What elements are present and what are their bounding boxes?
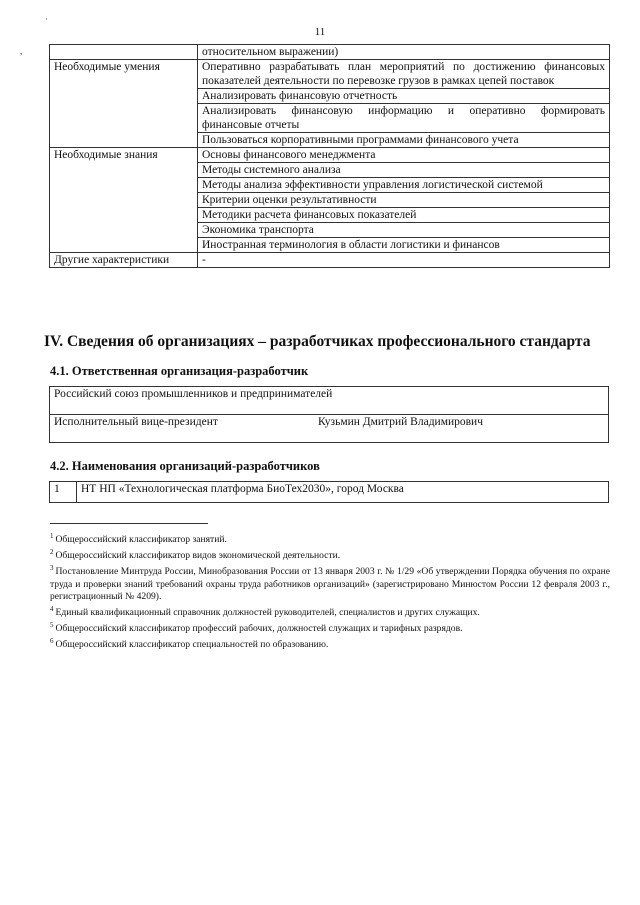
signatory-name: Кузьмин Дмитрий Владимирович	[318, 416, 483, 428]
footnote-text: Постановление Минтруда России, Минобразования России от 13 января 2003 г. № 1/29 «Об утверждении Порядка обучения по охране труда и проверки знаний требований охраны труда работников организаций» (зарегистрировано Минюстом России 12 февраля 2003 г., регистрационный № 4209).	[50, 566, 610, 602]
footnotes	[50, 530, 610, 651]
footnote-number: 4	[50, 604, 54, 613]
signatory-cell	[50, 415, 609, 443]
row-value: -	[198, 253, 610, 268]
row-value: Экономика транспорта	[198, 223, 610, 238]
row-value: Оперативно разрабатывать план мероприятий по достижению финансовых показателей деятельности по перевозке грузов в рамках цепей поставок	[198, 60, 610, 89]
row-number: 1	[50, 482, 77, 503]
scan-mark: ,	[20, 46, 23, 56]
signatory-role: Исполнительный вице-президент	[54, 416, 218, 428]
qualification-table	[49, 44, 610, 268]
footnote-divider	[50, 523, 208, 524]
footnote	[50, 546, 610, 562]
footnote	[50, 635, 610, 651]
footnote-text: Общероссийский классификатор видов экономической деятельности.	[55, 550, 341, 562]
footnote-number: 5	[50, 620, 54, 629]
footnote-text: Единый квалификационный справочник должностей руководителей, специалистов и других служащих.	[55, 606, 480, 618]
row-value: Методы анализа эффективности управления логистической системой	[198, 178, 610, 193]
row-value: Иностранная терминология в области логистики и финансов	[198, 238, 610, 253]
footnote-text: Общероссийский классификатор занятий.	[55, 534, 227, 546]
responsible-organization-box	[49, 386, 609, 443]
row-label: Другие характеристики	[50, 253, 198, 268]
table-row	[50, 148, 610, 163]
developer-name: НТ НП «Технологическая платформа БиоТех2030», город Москва	[77, 482, 609, 503]
footnote-number: 6	[50, 636, 54, 645]
footnote-number: 2	[50, 548, 54, 557]
developer-organizations-table	[49, 481, 609, 503]
footnote	[50, 530, 610, 546]
table-row	[50, 45, 610, 60]
subsection-heading: 4.1. Ответственная организация-разработчик	[50, 364, 309, 378]
table-row	[50, 415, 609, 443]
row-value: Пользоваться корпоративными программами финансового учета	[198, 133, 610, 148]
subsection-heading: 4.2. Наименования организаций-разработчиков	[50, 459, 320, 473]
scan-mark: ·	[45, 14, 48, 24]
footnote	[50, 603, 610, 619]
row-label: Необходимые знания	[50, 148, 198, 253]
row-value: Основы финансового менеджмента	[198, 148, 610, 163]
row-value: Анализировать финансовую информацию и оперативно формировать финансовые отчеты	[198, 104, 610, 133]
table-row	[50, 60, 610, 89]
row-label: Необходимые умения	[50, 60, 198, 148]
row-value: Методы системного анализа	[198, 163, 610, 178]
row-value: Анализировать финансовую отчетность	[198, 89, 610, 104]
footnote-text: Общероссийский классификатор специальностей по образованию.	[55, 639, 329, 651]
table-row	[50, 482, 609, 503]
row-value: Критерии оценки результативности	[198, 193, 610, 208]
row-value: Методики расчета финансовых показателей	[198, 208, 610, 223]
section-heading: IV. Сведения об организациях – разработчиках профессионального стандарта	[44, 333, 591, 350]
page-number: 11	[314, 26, 326, 38]
row-value: относительном выражении)	[198, 45, 610, 60]
footnote	[50, 619, 610, 635]
footnote-text: Общероссийский классификатор профессий рабочих, должностей служащих и тарифных разрядов.	[55, 622, 463, 634]
organization-name: Российский союз промышленников и предпринимателей	[50, 387, 609, 415]
table-row	[50, 387, 609, 415]
row-label	[50, 45, 198, 60]
table-row	[50, 253, 610, 268]
footnote-number: 3	[50, 564, 54, 573]
footnote-number: 1	[50, 532, 54, 540]
footnote	[50, 562, 610, 602]
